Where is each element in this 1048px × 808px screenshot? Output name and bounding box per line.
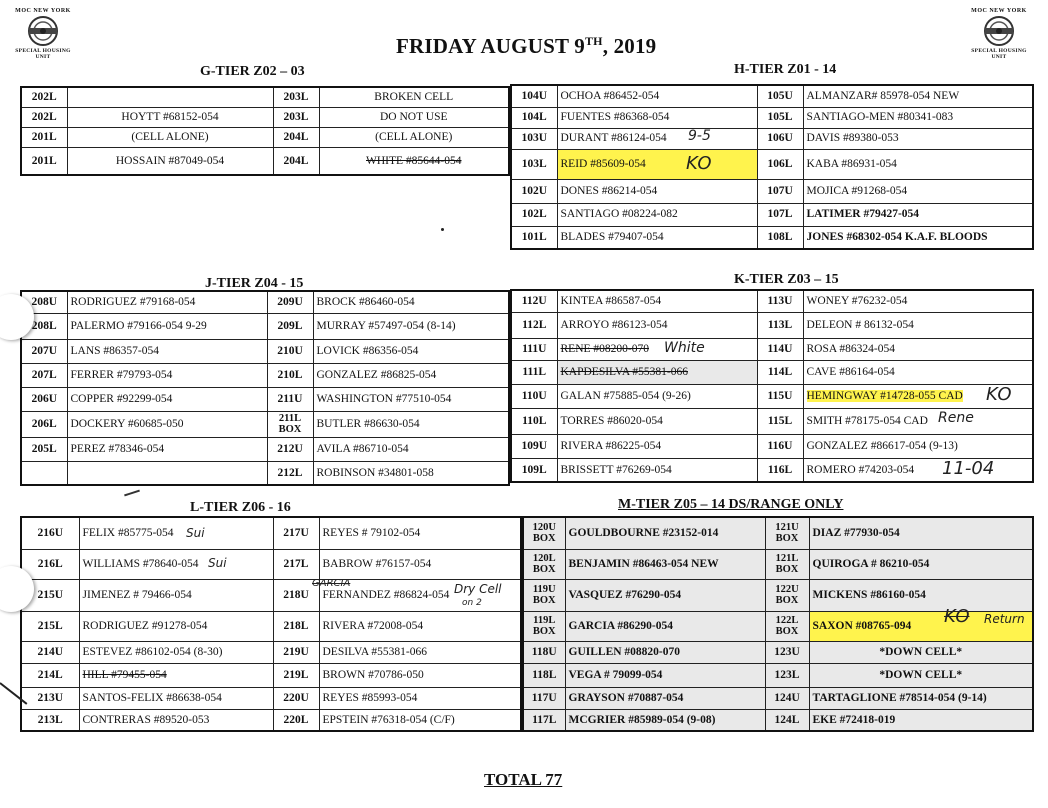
l-tier-title: L-TIER Z06 - 16 [190,500,291,515]
inmate-entry: RODRIGUEZ #91278-054 [79,611,273,641]
inmate-entry: KAPDESILVA #55381-066 [557,360,757,384]
page-title [396,34,656,59]
inmate-entry: BROCK #86460-054 [313,291,509,313]
stray-mark [441,228,444,231]
inmate-entry: DURANT #86124-054 [557,128,757,149]
inmate-entry [67,461,267,485]
cell-number: 218L [273,611,319,641]
table-row [511,384,1033,408]
cell-number: 103U [511,128,557,149]
h-tier-title: H-TIER Z01 - 14 [734,62,837,77]
cell-number: 122L BOX [765,611,809,641]
inmate-entry: SANTIAGO-MEN #80341-083 [803,107,1033,128]
inmate-entry: WILLIAMS #78640-054 [79,549,273,579]
cell-number: 212L [267,461,313,485]
g-tier-title: G-TIER Z02 – 03 [200,64,305,79]
seal-logo-left [12,8,74,60]
cell-number: 218U [273,579,319,611]
inmate-entry: HOSSAIN #87049-054 [67,147,273,175]
total-count: TOTAL 77 [484,770,563,789]
cell-number: 217L [273,549,319,579]
cell-number: 106L [757,149,803,179]
table-row [21,641,521,663]
inmate-entry: BROWN #70786-050 [319,663,521,687]
cell-number: 110U [511,384,557,408]
table-row [21,291,509,313]
k-tier-table [510,289,1034,483]
inmate-entry [21,461,67,485]
seal-icon [25,15,61,47]
table-row [21,687,521,709]
seal-top-text: MOC NEW YORK [971,8,1027,14]
cell-number: 210L [267,363,313,387]
cell-number: 105L [757,107,803,128]
inmate-entry: FUENTES #86368-054 [557,107,757,128]
cell-number: 216L [21,549,79,579]
inmate-entry: DIAZ #77930-054 [809,517,1033,549]
inmate-entry: RODRIGUEZ #79168-054 [67,291,267,313]
table-row [511,290,1033,312]
table-row [511,226,1033,249]
cell-number: 113L [757,312,803,338]
cell-number: 114L [757,360,803,384]
inmate-entry: LANS #86357-054 [67,339,267,363]
table-row [511,203,1033,226]
inmate-entry: REID #85609-054 [557,149,757,179]
handwritten-note: KO [986,384,1012,405]
cell-number: 104U [511,85,557,107]
cell-number: 220U [273,687,319,709]
inmate-entry: RIVERA #86225-054 [557,434,757,458]
cell-number: 122U BOX [765,579,809,611]
cell-number: 201L [21,147,67,175]
cell-number: 205L [21,437,67,461]
inmate-entry: MURRAY #57497-054 (8-14) [313,313,509,339]
cell-number: 204L [273,147,319,175]
table-row [21,107,509,127]
inmate-entry: CAVE #86164-054 [803,360,1033,384]
cell-number: 209L [267,313,313,339]
cell-number: 214L [21,663,79,687]
inmate-entry: BABROW #76157-054 [319,549,521,579]
cell-number: 111U [511,338,557,360]
cell-number: 108L [757,226,803,249]
inmate-entry: VEGA # 79099-054 [565,663,765,687]
table-row [21,461,509,485]
inmate-entry: REYES # 79102-054 [319,517,521,549]
inmate-entry: ALMANZAR# 85978-054 NEW [803,85,1033,107]
inmate-entry: LATIMER #79427-054 [803,203,1033,226]
cell-number: 216U [21,517,79,549]
cell-number: 123U [765,641,809,663]
table-row [21,313,509,339]
table-row [511,360,1033,384]
cell-number: 119L BOX [523,611,565,641]
seal-bottom-text: SPECIAL HOUSING UNIT [15,48,71,60]
cell-number: 115L [757,408,803,434]
cell-number: 106U [757,128,803,149]
table-row [511,149,1033,179]
seal-top-text: MOC NEW YORK [15,8,71,14]
handwritten-note: KO [686,153,712,174]
m-tier-title: M-TIER Z05 – 14 DS/RANGE ONLY [618,497,844,512]
cell-number: 111L [511,360,557,384]
cell-number: 215L [21,611,79,641]
inmate-entry: DAVIS #89380-053 [803,128,1033,149]
cell-number: 214U [21,641,79,663]
inmate-entry: *DOWN CELL* [809,663,1033,687]
handwritten-note: Sui [208,556,227,570]
text-span: FRIDAY AUGUST 9 [396,34,585,58]
inmate-entry: (CELL ALONE) [67,127,273,147]
table-row [21,663,521,687]
inmate-entry: WONEY #76232-054 [803,290,1033,312]
cell-number: 102U [511,179,557,203]
inmate-entry: GRAYSON #70887-054 [565,687,765,709]
cell-number: 208U [21,291,67,313]
cell-number: 124L [765,709,809,731]
inmate-entry: GONZALEZ #86825-054 [313,363,509,387]
inmate-entry: MICKENS #86160-054 [809,579,1033,611]
cell-number: 104L [511,107,557,128]
table-row [523,687,1033,709]
inmate-entry: HILL #79455-054 [79,663,273,687]
table-row [21,147,509,175]
cell-number: 211L BOX [267,411,313,437]
cell-number: 112U [511,290,557,312]
inmate-entry: REYES #85993-054 [319,687,521,709]
inmate-entry: RIVERA #72008-054 [319,611,521,641]
g-tier-table [20,86,510,176]
inmate-entry: EKE #72418-019 [809,709,1033,731]
inmate-entry: WHITE #85644-054 [319,147,509,175]
cell-number: 116U [757,434,803,458]
cell-number: 109L [511,458,557,482]
table-row [21,127,509,147]
table-row [511,128,1033,149]
handwritten-note: 9-5 [688,128,711,144]
handwritten-note: GARCIA [312,578,351,589]
cell-number: 202L [21,87,67,107]
cell-number: 116L [757,458,803,482]
inmate-entry: PEREZ #78346-054 [67,437,267,461]
inmate-entry: KINTEA #86587-054 [557,290,757,312]
table-row [21,363,509,387]
h-tier-table [510,84,1034,250]
inmate-entry: QUIROGA # 86210-054 [809,549,1033,579]
cell-number: 105U [757,85,803,107]
cell-number: 201L [21,127,67,147]
inmate-entry: KABA #86931-054 [803,149,1033,179]
inmate-entry: OCHOA #86452-054 [557,85,757,107]
inmate-entry: SMITH #78175-054 CAD [803,408,1033,434]
inmate-entry: FERNANDEZ #86824-054 [319,579,521,611]
cell-number: 213U [21,687,79,709]
inmate-entry: BLADES #79407-054 [557,226,757,249]
cell-number: 207L [21,363,67,387]
cell-number: 120U BOX [523,517,565,549]
inmate-entry: FERRER #79793-054 [67,363,267,387]
table-row [523,709,1033,731]
inmate-entry: EPSTEIN #76318-054 (C/F) [319,709,521,731]
table-row [523,549,1033,579]
table-row [523,641,1033,663]
table-row [21,411,509,437]
l-tier-table [20,516,522,732]
handwritten-note: Return [984,612,1025,626]
inmate-entry: ARROYO #86123-054 [557,312,757,338]
table-row [511,338,1033,360]
inmate-entry: MCGRIER #85989-054 (9-08) [565,709,765,731]
cell-number: 209U [267,291,313,313]
cell-number: 118L [523,663,565,687]
inmate-entry: BRISSETT #76269-054 [557,458,757,482]
cell-number: 203L [273,87,319,107]
cell-number: 109U [511,434,557,458]
inmate-entry: RENE #08200-070 [557,338,757,360]
inmate-entry: JIMENEZ # 79466-054 [79,579,273,611]
table-row [511,107,1033,128]
table-row [21,387,509,411]
handwritten-note: KO [944,606,970,627]
inmate-entry: TORRES #86020-054 [557,408,757,434]
cell-number: 206L [21,411,67,437]
text-span: HEMINGWAY #14728-055 CAD [806,389,963,402]
inmate-entry: HOYTT #68152-054 [67,107,273,127]
cell-number: 118U [523,641,565,663]
inmate-entry: SANTOS-FELIX #86638-054 [79,687,273,709]
cell-number: 213L [21,709,79,731]
table-row [21,579,521,611]
inmate-entry: SANTIAGO #08224-082 [557,203,757,226]
cell-number: 215U [21,579,79,611]
inmate-entry: AVILA #86710-054 [313,437,509,461]
table-row [511,312,1033,338]
handwritten-note: Sui [186,526,205,540]
cell-number: 202L [21,107,67,127]
cell-number: 113U [757,290,803,312]
cell-number: 102L [511,203,557,226]
inmate-entry: DESILVA #55381-066 [319,641,521,663]
handwritten-note: Dry Cell [454,582,502,596]
inmate-entry: FELIX #85775-054 [79,517,273,549]
handwritten-note: 11-04 [942,458,995,479]
stray-mark [124,490,140,497]
inmate-entry: MOJICA #91268-054 [803,179,1033,203]
j-tier-title: J-TIER Z04 - 15 [205,276,304,291]
cell-number: 212U [267,437,313,461]
text-span: TH [584,34,603,48]
cell-number: 204L [273,127,319,147]
seal-icon [981,15,1017,47]
cell-number: 103L [511,149,557,179]
inmate-entry: BROKEN CELL [319,87,509,107]
inmate-entry: PALERMO #79166-054 9-29 [67,313,267,339]
cell-number: 124U [765,687,809,709]
table-row [511,85,1033,107]
cell-number: 121L BOX [765,549,809,579]
table-row [523,517,1033,549]
inmate-entry: WASHINGTON #77510-054 [313,387,509,411]
cell-number: 217U [273,517,319,549]
table-row [21,517,521,549]
cell-number: 123L [765,663,809,687]
inmate-entry: ROSA #86324-054 [803,338,1033,360]
table-row [21,611,521,641]
inmate-entry: GOULDBOURNE #23152-014 [565,517,765,549]
inmate-entry: BENJAMIN #86463-054 NEW [565,549,765,579]
inmate-entry: GONZALEZ #86617-054 (9-13) [803,434,1033,458]
cell-number: 120L BOX [523,549,565,579]
handwritten-note: on 2 [462,598,482,608]
j-tier-table [20,290,510,486]
inmate-entry [67,87,273,107]
table-row [21,549,521,579]
inmate-entry: DOCKERY #60685-050 [67,411,267,437]
cell-number: 210U [267,339,313,363]
k-tier-title: K-TIER Z03 – 15 [734,272,839,287]
table-row [511,434,1033,458]
inmate-entry: TARTAGLIONE #78514-054 (9-14) [809,687,1033,709]
inmate-entry: SAXON #08765-094 [809,611,1033,641]
table-row [21,709,521,731]
cell-number: 219U [273,641,319,663]
cell-number: 121U BOX [765,517,809,549]
cell-number: 203L [273,107,319,127]
cell-number: 114U [757,338,803,360]
inmate-entry: DO NOT USE [319,107,509,127]
cell-number: 112L [511,312,557,338]
cell-number: 208L [21,313,67,339]
inmate-entry: CONTRERAS #89520-053 [79,709,273,731]
inmate-entry: DONES #86214-054 [557,179,757,203]
seal-bottom-text: SPECIAL HOUSING UNIT [971,48,1027,60]
inmate-entry: (CELL ALONE) [319,127,509,147]
cell-number: 219L [273,663,319,687]
inmate-entry: GARCIA #86290-054 [565,611,765,641]
handwritten-note: Rene [938,410,974,426]
cell-number: 206U [21,387,67,411]
inmate-entry: ESTEVEZ #86102-054 (8-30) [79,641,273,663]
cell-number: 110L [511,408,557,434]
cell-number: 119U BOX [523,579,565,611]
cell-number: 101L [511,226,557,249]
table-row [523,663,1033,687]
table-row [21,437,509,461]
handwritten-note: White [664,340,705,356]
table-row [511,179,1033,203]
cell-number: 207U [21,339,67,363]
inmate-entry: COPPER #92299-054 [67,387,267,411]
cell-number: 117L [523,709,565,731]
inmate-entry: JONES #68302-054 K.A.F. BLOODS [803,226,1033,249]
inmate-entry: DELEON # 86132-054 [803,312,1033,338]
cell-number: 117U [523,687,565,709]
table-row [21,87,509,107]
inmate-entry: ROMERO #74203-054 [803,458,1033,482]
cell-number: 115U [757,384,803,408]
inmate-entry: *DOWN CELL* [809,641,1033,663]
inmate-entry: GUILLEN #08820-070 [565,641,765,663]
cell-number: 220L [273,709,319,731]
inmate-entry: BUTLER #86630-054 [313,411,509,437]
cell-number: 211U [267,387,313,411]
inmate-entry: ROBINSON #34801-058 [313,461,509,485]
seal-logo-right [968,8,1030,60]
cell-number: 107U [757,179,803,203]
inmate-entry: LOVICK #86356-054 [313,339,509,363]
text-span: , 2019 [602,34,657,58]
cell-number: 107L [757,203,803,226]
table-row [21,339,509,363]
inmate-entry: VASQUEZ #76290-054 [565,579,765,611]
inmate-entry: GALAN #75885-054 (9-26) [557,384,757,408]
